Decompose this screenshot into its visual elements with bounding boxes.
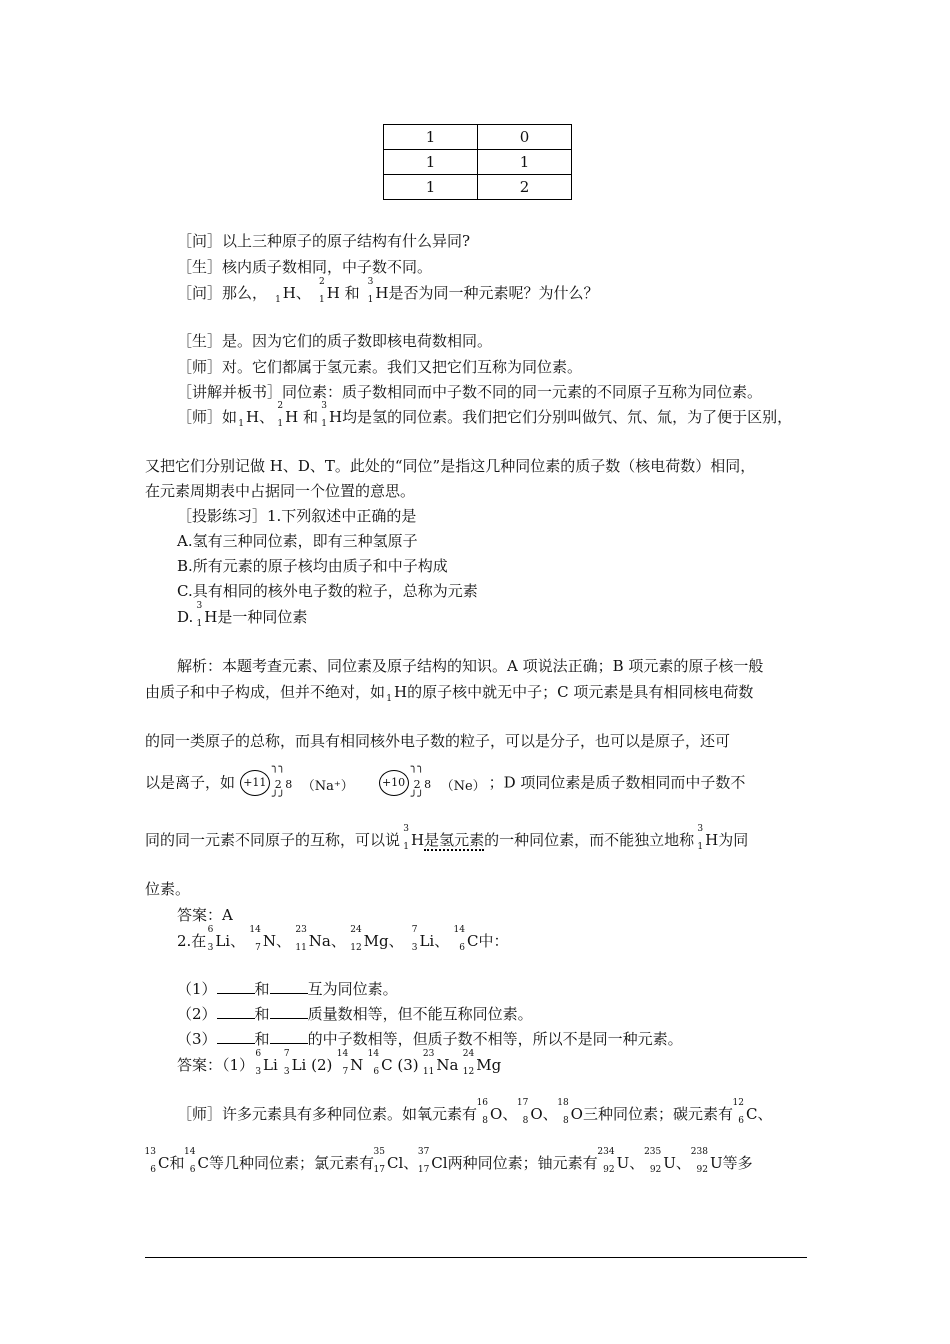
nuclide-mg24 (462, 1049, 502, 1077)
mass-number: 24 (462, 1049, 475, 1059)
nuclide-u238 (690, 1147, 723, 1175)
element-symbol: H (326, 284, 340, 302)
table-cell: 2 (478, 175, 572, 200)
analysis-line (145, 681, 753, 702)
element-symbol: H (282, 284, 296, 302)
atomic-number: 12 (462, 1067, 475, 1077)
text-fragment: 和 (254, 1005, 270, 1023)
element-symbol: Li (263, 1056, 278, 1074)
blank-input[interactable] (270, 1004, 308, 1019)
shell-arcs-top: ╮╮ (410, 760, 424, 773)
mass-number: 12 (732, 1098, 744, 1108)
mass-number: 17 (516, 1098, 529, 1108)
atomic-number: 3 (207, 943, 214, 953)
fill-blank-2 (177, 1003, 533, 1024)
atomic-number: 8 (522, 1116, 529, 1126)
atomic-number: 1 (196, 619, 203, 629)
text-fragment: 三种同位素；碳元素有 (582, 1105, 733, 1123)
element-symbol: C (158, 1154, 170, 1172)
text-fragment: 均是氢的同位素。我们把它们分别叫做氕、氘、氚，为了便于区别， (342, 408, 793, 426)
element-symbol: C (746, 1105, 758, 1123)
separator: 、 (675, 1154, 691, 1172)
atomic-number: 12 (350, 943, 362, 953)
element-symbol: Li (419, 932, 435, 950)
atomic-number: 3 (255, 1067, 262, 1077)
element-symbol: H (705, 831, 719, 849)
analysis-line: 解析：本题考查元素、同位素及原子结构的知识。A 项说法正确；B 项元素的原子核一般 (177, 657, 764, 675)
separator: 、 (388, 932, 404, 950)
element-symbol: U (616, 1154, 630, 1172)
mass-number: 13 (144, 1147, 156, 1157)
ion-label: （Na⁺） (301, 779, 354, 794)
mass-number: 16 (476, 1098, 489, 1108)
element-symbol: C (467, 932, 479, 950)
text-fragment: ［师］如 (177, 408, 238, 426)
nuclide-h3 (321, 401, 343, 429)
blank-input[interactable] (270, 1029, 308, 1044)
mass-number: 3 (697, 824, 704, 834)
mass-number: 14 (453, 925, 465, 935)
text-fragment: 由质子和中子构成，但并不绝对，如 (145, 683, 386, 701)
element-symbol: O (570, 1105, 583, 1123)
atomic-number: 1 (321, 419, 328, 429)
mass-number: 37 (417, 1147, 430, 1157)
text-fragment: 和 (169, 1154, 185, 1172)
atomic-number: 1 (275, 295, 281, 305)
element-symbol: Cl (431, 1154, 448, 1172)
text-fragment: 为同 (718, 831, 749, 849)
atomic-number: 8 (562, 1116, 569, 1126)
option-c: C.具有相同的核外电子数的粒子，总称为元素 (177, 582, 478, 600)
nuclide-h3 (403, 824, 425, 852)
nuclide-c14 (184, 1147, 209, 1175)
atomic-number: 11 (295, 943, 307, 953)
text-fragment: (3) (397, 1056, 419, 1074)
teacher-line-2 (177, 401, 793, 429)
atomic-number: 17 (373, 1165, 385, 1175)
answer-line-2 (177, 1049, 502, 1077)
exercise-heading: ［投影练习］1.下列叙述中正确的是 (177, 507, 417, 525)
element-symbol: Mg (363, 932, 389, 950)
table-cell: 1 (384, 150, 478, 175)
mass-number: 234 (597, 1147, 615, 1157)
atomic-number: 3 (411, 943, 418, 953)
atomic-number: 1 (367, 295, 374, 305)
student-answer-line-2: ［生］是。因为它们的质子数即核电荷数相同。 (177, 332, 493, 350)
text-fragment: 是一种同位素 (217, 608, 308, 626)
text-fragment: 的中子数相等，但质子数不相等，所以不是同一种元素。 (307, 1030, 683, 1048)
paragraph-line: 在元素周期表中占据同一个位置的意思。 (145, 482, 416, 500)
element-symbol: Li (291, 1056, 307, 1074)
element-symbol: O (530, 1105, 543, 1123)
text-fragment: 和 (254, 1030, 270, 1048)
paragraph-line (144, 1147, 753, 1175)
neon-atom-diagram (379, 760, 489, 803)
fill-blank-3 (177, 1028, 683, 1049)
element-symbol: Li (215, 932, 231, 950)
mass-number: 18 (557, 1098, 569, 1108)
text-fragment: 是否为同一种元素呢？为什么？ (388, 284, 599, 302)
text-fragment: (2) (311, 1056, 333, 1074)
atomic-number: 6 (459, 943, 465, 953)
text-fragment: 的一种同位素，而不能独立地称 (484, 831, 695, 849)
table-row (384, 150, 572, 175)
nuclide-u234 (597, 1147, 630, 1175)
mass-number: 23 (422, 1049, 435, 1059)
atomic-number: 1 (403, 842, 410, 852)
text-fragment: ［问］那么， (177, 284, 268, 302)
text-fragment: 中： (478, 932, 509, 950)
atomic-number: 1 (277, 419, 284, 429)
element-symbol: H (411, 831, 425, 849)
question-line: ［问］以上三种原子的原子结构有什么异同? (177, 232, 471, 250)
element-symbol: Mg (476, 1056, 502, 1074)
atomic-number: 11 (422, 1067, 435, 1077)
nuclide-h3 (196, 601, 218, 629)
mass-number: 3 (367, 277, 374, 287)
atomic-number: 92 (696, 1165, 708, 1175)
atomic-number: 1 (318, 295, 325, 305)
atomic-number: 7 (255, 943, 261, 953)
table-row (384, 125, 572, 150)
option-a: A.氢有三种同位素，即有三种氢原子 (177, 532, 418, 550)
student-answer-line: ［生］核内质子数相同，中子数不同。 (177, 258, 433, 276)
text-fragment: ；D 项同位素是质子数相同而中子数不 (488, 773, 746, 792)
nucleus-circle: +11 (240, 770, 270, 796)
separator: 、 (629, 1154, 645, 1172)
nuclide-u235 (644, 1147, 676, 1175)
mass-number: 2 (318, 277, 325, 287)
lecture-line: ［讲解并板书］同位素：质子数相同而中子数不同的同一元素的不同原子互称为同位素。 (177, 383, 763, 401)
shell-arcs-bottom: ╯╯ (271, 790, 286, 803)
nuclide-c13 (144, 1147, 170, 1175)
element-symbol: H (329, 408, 343, 426)
blank-input[interactable] (217, 979, 255, 994)
nuclide-n14 (336, 1049, 364, 1077)
shell-arcs-bottom: ╯╯ (410, 790, 424, 803)
nuclide-li6 (207, 925, 231, 953)
separator: 、 (403, 1154, 419, 1172)
atomic-number: 6 (738, 1116, 744, 1126)
mass-number: 6 (207, 925, 214, 935)
mass-number: 24 (350, 925, 362, 935)
nuclide-na23 (295, 925, 331, 953)
text-fragment: D. (177, 608, 194, 626)
atomic-number: 17 (417, 1165, 430, 1175)
emphasis-text: 是氢元素 (424, 831, 485, 849)
separator: 、 (295, 284, 311, 302)
atom-label: （Ne） (440, 779, 486, 794)
nuclide-na23 (422, 1049, 459, 1077)
mass-number: 235 (644, 1147, 662, 1157)
electron-shells: 2 8 (413, 778, 432, 791)
element-symbol: Cl (387, 1154, 404, 1172)
element-symbol: Na (436, 1056, 459, 1074)
separator: 、 (276, 932, 292, 950)
element-symbol: C (197, 1154, 209, 1172)
nuclide-h2 (277, 401, 299, 429)
electron-shells: 2 8 (274, 778, 293, 791)
element-symbol: U (709, 1154, 723, 1172)
text-fragment: 答案：（1） (177, 1056, 255, 1074)
nuclide-h3 (367, 277, 389, 305)
analysis-line-ions (145, 760, 746, 803)
nuclide-mg24 (350, 925, 389, 953)
mass-number: 14 (367, 1049, 380, 1059)
mass-number: 3 (321, 401, 328, 411)
nuclide-c14 (453, 925, 479, 953)
analysis-line (145, 824, 749, 852)
element-symbol: H (375, 284, 389, 302)
paragraph-line: 又把它们分别记做 H、D、T。此处的“同位”是指这几种同位素的质子数（核电荷数）相同， (145, 457, 756, 475)
nuclide-o18 (557, 1098, 583, 1126)
text-fragment: ［师］许多元素具有多种同位素。如氧元素有 (177, 1105, 478, 1123)
separator: 、 (434, 932, 450, 950)
question-line-2 (177, 277, 599, 305)
element-symbol: Na (308, 932, 331, 950)
mass-number: 14 (336, 1049, 349, 1059)
fill-blank-1 (177, 978, 398, 999)
element-symbol: H (204, 608, 218, 626)
element-symbol: H (246, 408, 260, 426)
atomic-number: 1 (697, 842, 704, 852)
atomic-number: 6 (373, 1067, 380, 1077)
option-b: B.所有元素的原子核均由质子和中子构成 (177, 557, 448, 575)
element-symbol: N (350, 1056, 364, 1074)
text-fragment: 同的同一元素不同原子的互称，可以说 (145, 831, 401, 849)
nuclide-cl35 (373, 1147, 404, 1175)
analysis-line: 位素。 (145, 880, 191, 898)
text-fragment: 以是离子，如 (145, 773, 236, 792)
atomic-number: 3 (283, 1067, 290, 1077)
mass-number: 3 (403, 824, 410, 834)
mass-number: 14 (249, 925, 261, 935)
text-fragment: 等几种同位素；氯元素有 (208, 1154, 374, 1172)
nuclide-h1 (275, 284, 296, 305)
nuclide-li7 (283, 1049, 307, 1077)
mass-number: 7 (283, 1049, 290, 1059)
table-cell: 1 (384, 175, 478, 200)
shell-arcs-top: ╮╮ (271, 760, 286, 773)
text-fragment: 互为同位素。 (307, 980, 398, 998)
nuclide-c14 (367, 1049, 393, 1077)
isotope-table (383, 124, 572, 200)
table-cell: 1 (478, 150, 572, 175)
mass-number: 6 (255, 1049, 262, 1059)
item-number: （2） (177, 1005, 217, 1023)
item-number: （1） (177, 980, 217, 998)
atomic-number: 6 (150, 1165, 156, 1175)
text-fragment: 和 (254, 980, 270, 998)
text-fragment: 两种同位素；铀元素有 (447, 1154, 598, 1172)
nuclide-li6 (255, 1049, 278, 1077)
nuclide-h3 (697, 824, 719, 852)
mass-number: 7 (411, 925, 418, 935)
element-symbol: U (663, 1154, 676, 1172)
separator: 、 (330, 932, 346, 950)
answer-line: 答案：A (177, 906, 233, 924)
text-fragment: 等多 (722, 1154, 753, 1172)
item-number: （3） (177, 1030, 217, 1048)
blank-input[interactable] (270, 979, 308, 994)
nuclide-n14 (249, 925, 276, 953)
nuclide-h1 (386, 683, 408, 704)
element-symbol: H (394, 683, 408, 701)
table-cell: 0 (478, 125, 572, 150)
element-symbol: N (262, 932, 276, 950)
mass-number: 35 (373, 1147, 385, 1157)
element-symbol: O (490, 1105, 503, 1123)
nuclide-cl37 (417, 1147, 448, 1175)
blank-input[interactable] (217, 1029, 255, 1044)
table-row (384, 175, 572, 200)
blank-input[interactable] (217, 1004, 255, 1019)
separator: 、 (259, 408, 275, 426)
footer-divider (145, 1257, 807, 1258)
teacher-line-3 (177, 1098, 773, 1126)
separator: 、 (502, 1105, 518, 1123)
mass-number: 238 (690, 1147, 708, 1157)
atomic-number: 8 (482, 1116, 489, 1126)
element-symbol: H (285, 408, 299, 426)
table-cell: 1 (384, 125, 478, 150)
mass-number: 2 (277, 401, 284, 411)
nuclide-c12 (732, 1098, 758, 1126)
mass-number: 3 (196, 601, 203, 611)
analysis-line: 的同一类原子的总称，而具有相同核外电子数的粒子，可以是分子，也可以是原子，还可 (145, 732, 731, 750)
text-fragment: 和 (344, 284, 360, 302)
text-fragment: 2.在 (177, 932, 207, 950)
text-fragment: 和 (303, 408, 319, 426)
sodium-ion-diagram (240, 760, 360, 803)
nuclide-li7 (411, 925, 435, 953)
question-2-line (177, 925, 509, 953)
text-fragment: 的原子核中就无中子；C 项元素是具有相同核电荷数 (407, 683, 754, 701)
text-fragment: 质量数相等，但不能互称同位素。 (307, 1005, 533, 1023)
nuclide-o16 (476, 1098, 503, 1126)
nuclide-o17 (516, 1098, 543, 1126)
atomic-number: 92 (603, 1165, 615, 1175)
separator: 、 (542, 1105, 558, 1123)
nucleus-circle: +10 (379, 770, 409, 796)
atomic-number: 7 (342, 1067, 349, 1077)
teacher-line: ［师］对。它们都属于氢元素。我们又把它们互称为同位素。 (177, 358, 583, 376)
atomic-number: 1 (386, 694, 393, 704)
separator: 、 (757, 1105, 773, 1123)
atomic-number: 92 (649, 1165, 662, 1175)
element-symbol: C (381, 1056, 393, 1074)
nuclide-h2 (318, 277, 340, 305)
mass-number: 23 (295, 925, 307, 935)
atomic-number: 6 (189, 1165, 196, 1175)
mass-number: 14 (184, 1147, 196, 1157)
option-d (177, 601, 308, 629)
nuclide-h1 (238, 408, 260, 429)
separator: 、 (230, 932, 246, 950)
atomic-number: 1 (238, 419, 245, 429)
